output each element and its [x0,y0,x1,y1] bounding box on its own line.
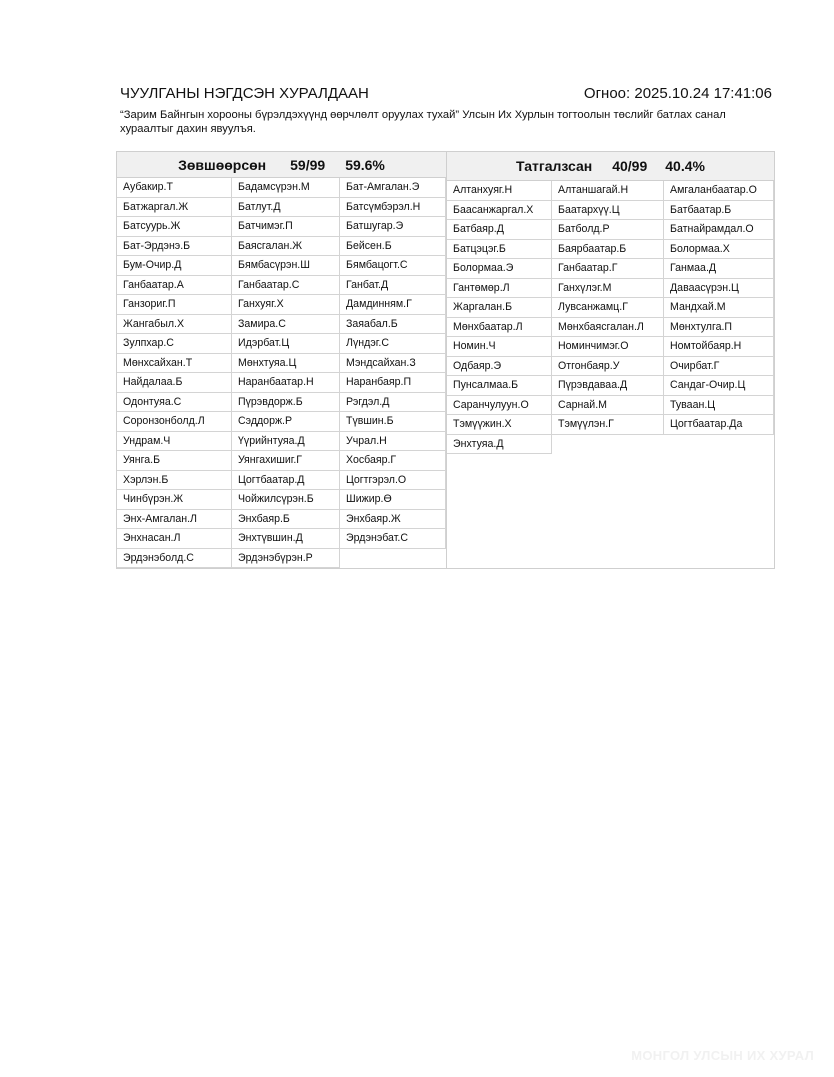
approved-member: Одонтуяа.С [117,393,232,413]
rejected-member: Ганхүлэг.М [552,279,664,299]
rejected-member: Ганбаатар.Г [552,259,664,279]
approved-member: Бат-Амгалан.Э [340,178,446,198]
approved-member: Шижир.Ө [340,490,446,510]
approved-member: Учрал.Н [340,432,446,452]
approved-header [117,152,446,178]
approved-member: Батчимэг.П [232,217,340,237]
rejected-member: Мөнхбаатар.Л [447,318,552,338]
approved-member: Уянга.Б [117,451,232,471]
approved-member: Ганзориг.П [117,295,232,315]
rejected-member: Баасанжаргал.Х [447,201,552,221]
approved-percent: 59.6% [345,156,385,173]
rejected-member: Туваан.Ц [664,396,774,416]
approved-member: Батлут.Д [232,198,340,218]
approved-member: Соронзонболд.Л [117,412,232,432]
rejected-label: Татгалзсан [516,158,593,174]
rejected-member: Алтанхуяг.Н [447,181,552,201]
rejected-member: Тэмүүлэн.Г [552,415,664,435]
approved-member: Эрдэнэбүрэн.Р [232,549,340,569]
approved-members-grid [117,178,446,568]
page-header [120,83,772,103]
rejected-member: Мөнхбаясгалан.Л [552,318,664,338]
approved-member: Бадамсүрэн.М [232,178,340,198]
approved-member: Сэддорж.Р [232,412,340,432]
rejected-member: Очирбат.Г [664,357,774,377]
approved-member: Заяабал.Б [340,315,446,335]
approved-member: Наранбаяр.П [340,373,446,393]
rejected-member: Амгаланбаатар.О [664,181,774,201]
approved-member: Чинбүрэн.Ж [117,490,232,510]
approved-member: Энхбаяр.Ж [340,510,446,530]
approved-member: Цогтгэрэл.О [340,471,446,491]
rejected-header [447,152,774,181]
approved-member: Батсуурь.Ж [117,217,232,237]
rejected-member: Номтойбаяр.Н [664,337,774,357]
approved-member: Чойжилсүрэн.Б [232,490,340,510]
approved-member: Бямбацогт.С [340,256,446,276]
rejected-member: Энхтуяа.Д [447,435,552,455]
rejected-member: Отгонбаяр.У [552,357,664,377]
rejected-member: Сарнай.М [552,396,664,416]
approved-member: Идэрбат.Ц [232,334,340,354]
rejected-member: Батбаяр.Д [447,220,552,240]
approved-member: Найдалаа.Б [117,373,232,393]
rejected-member: Тэмүүжин.Х [447,415,552,435]
vote-result-table [116,151,775,569]
rejected-member: Лувсанжамц.Г [552,298,664,318]
approved-member: Бум-Очир.Д [117,256,232,276]
approved-member: Бат-Эрдэнэ.Б [117,237,232,257]
approved-member: Баясгалан.Ж [232,237,340,257]
approved-member: Батшугар.Э [340,217,446,237]
rejected-member: Цогтбаатар.Да [664,415,774,435]
rejected-member: Саранчулуун.О [447,396,552,416]
rejected-member: Батболд.Р [552,220,664,240]
approved-member: Цогтбаатар.Д [232,471,340,491]
approved-member: Замира.С [232,315,340,335]
page-title: ЧУУЛГАНЫ НЭГДСЭН ХУРАЛДААН [120,84,369,102]
rejected-member: Сандаг-Очир.Ц [664,376,774,396]
approved-member: Түвшин.Б [340,412,446,432]
rejected-member: Алтаншагай.Н [552,181,664,201]
rejected-count: 40/99 [612,158,648,174]
approved-member: Энх-Амгалан.Л [117,510,232,530]
rejected-member: Болормаа.Х [664,240,774,260]
approved-member: Үүрийнтуяа.Д [232,432,340,452]
rejected-member: Баатархүү.Ц [552,201,664,221]
rejected-member: Пунсалмаа.Б [447,376,552,396]
approved-member: Зулпхар.С [117,334,232,354]
approved-member: Хэрлэн.Б [117,471,232,491]
rejected-member: Батнайрамдал.О [664,220,774,240]
rejected-member: Батбаатар.Б [664,201,774,221]
approved-member: Уянгахишиг.Г [232,451,340,471]
rejected-member: Мөнхтулга.П [664,318,774,338]
rejected-member: Пүрэвдаваа.Д [552,376,664,396]
rejected-member: Баярбаатар.Б [552,240,664,260]
rejected-member: Батцэцэг.Б [447,240,552,260]
approved-member: Пүрэвдорж.Б [232,393,340,413]
approved-member: Эрдэнэбат.С [340,529,446,549]
approved-member: Бямбасүрэн.Ш [232,256,340,276]
session-date: Огноо: 2025.10.24 17:41:06 [583,84,772,102]
approved-member: Лүндэг.С [340,334,446,354]
approved-member: Ганбаатар.А [117,276,232,296]
approved-member: Батжаргал.Ж [117,198,232,218]
rejected-member: Одбаяр.Э [447,357,552,377]
approved-member: Ундрам.Ч [117,432,232,452]
approved-member: Аубакир.Т [117,178,232,198]
approved-member: Энхбаяр.Б [232,510,340,530]
rejected-member: Гантөмөр.Л [447,279,552,299]
approved-member: Бейсен.Б [340,237,446,257]
approved-member: Мөнхсайхан.Т [117,354,232,374]
approved-member: Ганбаатар.С [232,276,340,296]
approved-member: Мөнхтуяа.Ц [232,354,340,374]
rejected-member: Номин.Ч [447,337,552,357]
approved-member: Ганбат.Д [340,276,446,296]
vote-description: “Зарим Байнгын хорооны бүрэлдэхүүнд өөрчлөлт оруулах тухай” Улсын Их Хурлын тогтоолын төслийг батлах санал хураалтыг дахин явуулъя. [120,109,726,135]
rejected-section [447,152,774,568]
rejected-member: Даваасүрэн.Ц [664,279,774,299]
approved-member: Батсүмбэрэл.Н [340,198,446,218]
rejected-member: Болормаа.Э [447,259,552,279]
approved-member: Энхтүвшин.Д [232,529,340,549]
approved-member: Дамдинням.Г [340,295,446,315]
approved-section [117,152,447,568]
rejected-member: Жаргалан.Б [447,298,552,318]
rejected-members-grid [447,181,774,454]
approved-member: Наранбаатар.Н [232,373,340,393]
watermark: МОНГОЛ УЛСЫН ИХ ХУРАЛ [631,1048,814,1063]
approved-member: Ганхуяг.Х [232,295,340,315]
rejected-member: Номинчимэг.О [552,337,664,357]
approved-member: Рэгдэл.Д [340,393,446,413]
rejected-percent: 40.4% [665,158,705,174]
approved-member: Энхнасан.Л [117,529,232,549]
approved-label: Зөвшөөрсөн [178,156,267,173]
approved-member: Хосбаяр.Г [340,451,446,471]
approved-member: Жангабыл.Х [117,315,232,335]
rejected-member: Мандхай.М [664,298,774,318]
approved-member: Мэндсайхан.З [340,354,446,374]
rejected-member: Ганмаа.Д [664,259,774,279]
approved-count: 59/99 [290,156,326,173]
approved-member: Эрдэнэболд.С [117,549,232,569]
